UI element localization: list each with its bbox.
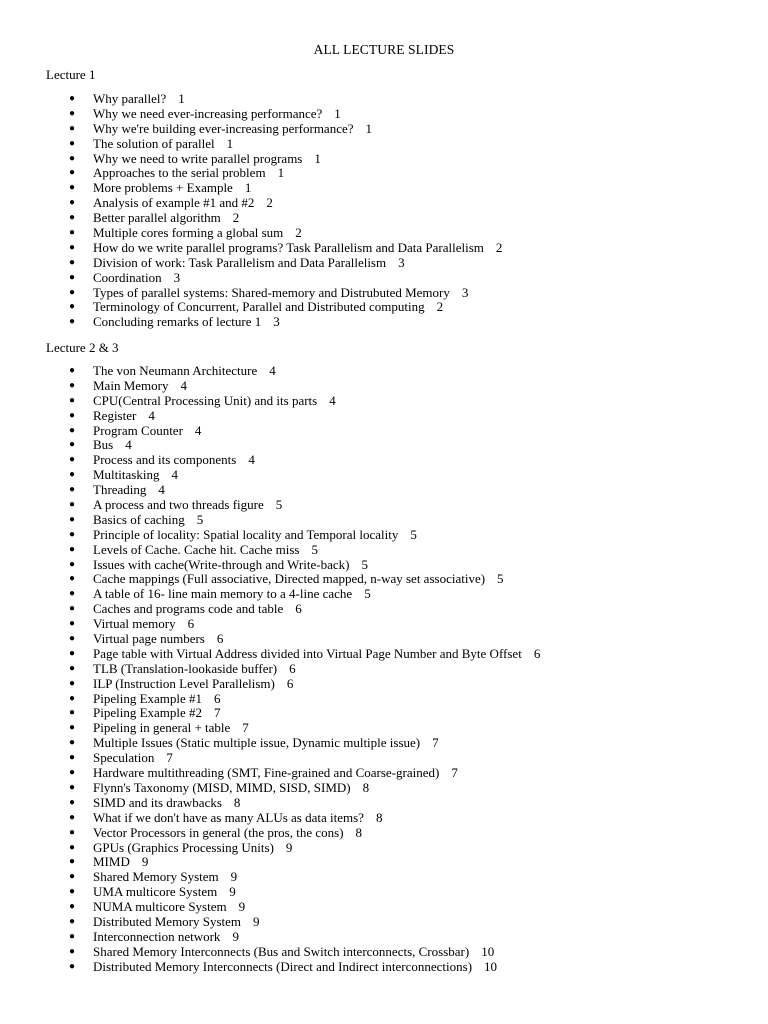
page-number: 3	[273, 314, 280, 330]
topic-title: Analysis of example #1 and #2	[93, 195, 255, 211]
topic-entry	[93, 766, 458, 781]
page-number: 1	[226, 135, 234, 151]
bullet-icon: ●	[69, 841, 76, 853]
bullet-icon: ●	[69, 424, 76, 436]
topic-entry	[93, 137, 233, 152]
bullet-icon: ●	[69, 439, 76, 451]
bullet-icon: ●	[69, 662, 76, 674]
bullet-icon: ●	[69, 573, 76, 585]
page-number: 10	[484, 958, 498, 974]
topic-title: Basics of caching	[93, 511, 185, 527]
bullet-icon: ●	[69, 513, 76, 525]
bullet-icon: ●	[69, 93, 76, 104]
topic-title: Issues with cache(Write-through and Write-back)	[93, 556, 350, 572]
page-number: 4	[329, 392, 336, 408]
topic-entry	[93, 241, 502, 256]
topic-entry	[93, 453, 255, 468]
bullet-icon: ●	[69, 677, 76, 689]
topic-entry	[93, 107, 341, 122]
topic-entry	[93, 438, 132, 453]
bullet-icon: ●	[69, 316, 76, 328]
topic-title: Hardware multithreading (SMT, Fine-grained and Coarse-grained)	[93, 765, 440, 781]
list-item	[0, 900, 768, 915]
list-item	[0, 152, 768, 167]
list-item	[0, 677, 768, 692]
page-number: 6	[216, 631, 224, 647]
topic-entry	[93, 300, 443, 315]
topic-entry	[93, 885, 236, 900]
topic-title: How do we write parallel programs? Task Parallelism and Data Parallelism	[93, 239, 484, 255]
topic-entry	[93, 826, 362, 841]
list-item	[0, 364, 768, 379]
page-number: 3	[398, 254, 405, 270]
page-number: 2	[436, 299, 444, 315]
page-number: 9	[253, 913, 260, 929]
topic-title: More problems + Example	[93, 180, 233, 196]
list-item	[0, 706, 768, 721]
topic-title: Vector Processors in general (the pros, the cons)	[93, 824, 344, 840]
list-item	[0, 166, 768, 181]
topic-title: Types of parallel systems: Shared-memory and Distrubuted Memory	[93, 284, 450, 300]
topic-title: The von Neumann Architecture	[93, 363, 258, 378]
topic-title: Page table with Virtual Address divided into Virtual Page Number and Byte Offset	[93, 645, 522, 661]
topic-title: Flynn's Taxonomy (MISD, MIMD, SISD, SIMD)	[93, 779, 351, 795]
topic-title: ILP (Instruction Level Parallelism)	[93, 675, 275, 691]
page-number: 4	[148, 407, 155, 423]
list-item	[0, 196, 768, 211]
list-item	[0, 453, 768, 468]
bullet-icon: ●	[69, 603, 76, 615]
topic-list-lecture-1	[0, 92, 768, 330]
topic-entry	[93, 196, 273, 211]
topic-title: GPUs (Graphics Processing Units)	[93, 839, 274, 855]
page-number: 9	[238, 899, 246, 915]
page-number: 8	[375, 809, 383, 825]
page-number: 4	[125, 437, 132, 453]
topic-entry	[93, 572, 504, 587]
topic-entry	[93, 602, 302, 617]
bullet-icon: ●	[69, 960, 76, 972]
page-number: 7	[242, 720, 249, 736]
list-item	[0, 315, 768, 330]
topic-entry	[93, 528, 417, 543]
page-number: 5	[410, 526, 417, 542]
topic-entry	[93, 781, 369, 796]
list-item	[0, 528, 768, 543]
bullet-icon: ●	[69, 752, 76, 764]
topic-entry	[93, 513, 203, 528]
topic-entry	[93, 181, 251, 196]
topic-entry	[93, 930, 239, 945]
topic-entry	[93, 211, 239, 226]
list-item	[0, 498, 768, 513]
list-item	[0, 572, 768, 587]
list-item	[0, 811, 768, 826]
topic-title: Caches and programs code and table	[93, 601, 284, 617]
bullet-icon: ●	[69, 365, 76, 376]
page-number: 7	[451, 765, 458, 781]
topic-entry	[93, 409, 155, 424]
topic-title: Virtual page numbers	[93, 631, 205, 647]
list-item	[0, 226, 768, 241]
list-item	[0, 692, 768, 707]
page-number: 1	[244, 180, 252, 196]
topic-entry	[93, 632, 223, 647]
topic-entry	[93, 394, 336, 409]
page-number: 4	[194, 422, 202, 438]
list-item	[0, 438, 768, 453]
topic-title: Main Memory	[93, 377, 169, 393]
list-item	[0, 885, 768, 900]
bullet-icon: ●	[69, 886, 76, 898]
list-item	[0, 915, 768, 930]
bullet-icon: ●	[69, 618, 76, 630]
page-number: 8	[233, 794, 241, 810]
topic-title: Pipeling Example #2	[93, 705, 203, 721]
topic-entry	[93, 543, 318, 558]
bullet-icon: ●	[69, 499, 76, 511]
bullet-icon: ●	[69, 107, 76, 119]
topic-title: Multitasking	[93, 467, 160, 483]
topic-title: CPU(Central Processing Unit) and its parts	[93, 392, 318, 408]
section-heading-lecture-1: Lecture 1	[46, 67, 96, 82]
page-number: 7	[214, 705, 221, 721]
list-item	[0, 483, 768, 498]
bullet-icon: ●	[69, 197, 76, 209]
list-item	[0, 647, 768, 662]
bullet-icon: ●	[69, 781, 76, 793]
list-item	[0, 300, 768, 315]
page-number: 2	[232, 210, 240, 226]
bullet-icon: ●	[69, 137, 76, 149]
topic-title: The solution of parallel	[93, 135, 215, 151]
section-heading-lecture-2-3: Lecture 2 & 3	[46, 340, 119, 355]
list-item	[0, 137, 768, 152]
page-number: 8	[355, 824, 363, 840]
topic-title: Threading	[93, 482, 147, 498]
page-number: 9	[229, 884, 236, 900]
topic-title: SIMD and its drawbacks	[93, 794, 222, 810]
topic-title: Shared Memory Interconnects (Bus and Switch interconnects, Crossbar)	[93, 943, 470, 959]
topic-title: Why we need ever-increasing performance?	[93, 105, 323, 121]
list-item	[0, 286, 768, 301]
topic-entry	[93, 152, 321, 167]
page-number: 4	[248, 452, 255, 468]
topic-entry	[93, 122, 372, 137]
page-number: 9	[230, 869, 238, 885]
bullet-icon: ●	[69, 796, 76, 808]
topic-entry	[93, 677, 293, 692]
topic-entry	[93, 960, 497, 975]
page-number: 2	[295, 225, 302, 241]
topic-entry	[93, 424, 201, 439]
page-number: 7	[432, 735, 439, 751]
topic-title: Concluding remarks of lecture 1	[93, 314, 262, 330]
bullet-icon: ●	[69, 212, 76, 224]
topic-entry	[93, 286, 468, 301]
topic-title: Multiple Issues (Static multiple issue, Dynamic multiple issue)	[93, 735, 421, 751]
list-item	[0, 424, 768, 439]
bullet-icon: ●	[69, 945, 76, 957]
bullet-icon: ●	[69, 286, 76, 298]
topic-title: Pipeling Example #1	[93, 690, 203, 706]
topic-entry	[93, 870, 237, 885]
topic-title: Interconnection network	[93, 928, 221, 944]
topic-entry	[93, 498, 282, 513]
bullet-icon: ●	[69, 241, 76, 253]
topic-entry	[93, 226, 302, 241]
topic-title: Program Counter	[93, 422, 183, 438]
bullet-icon: ●	[69, 528, 76, 540]
topic-title: NUMA multicore System	[93, 899, 227, 915]
page-title: ALL LECTURE SLIDES	[313, 42, 455, 57]
page-number: 1	[314, 150, 321, 166]
page-number: 6	[533, 645, 541, 661]
list-item	[0, 781, 768, 796]
topic-title: A table of 16- line main memory to a 4-line cache	[93, 586, 353, 602]
topic-title: Why parallel?	[93, 91, 167, 106]
list-item	[0, 394, 768, 409]
list-item	[0, 558, 768, 573]
topic-entry	[93, 271, 180, 286]
page-number: 2	[266, 195, 273, 211]
topic-entry	[93, 692, 221, 707]
bullet-icon: ●	[69, 454, 76, 466]
page-number: 4	[171, 467, 178, 483]
bullet-icon: ●	[69, 856, 76, 868]
page-number: 6	[187, 616, 195, 632]
page-number: 4	[269, 363, 276, 378]
page-number: 1	[277, 165, 285, 181]
bullet-icon: ●	[69, 901, 76, 913]
topic-entry	[93, 751, 173, 766]
bullet-icon: ●	[69, 722, 76, 734]
bullet-icon: ●	[69, 256, 76, 268]
topic-title: Terminology of Concurrent, Parallel and Distributed computing	[93, 299, 425, 315]
topic-title: Approaches to the serial problem	[93, 165, 266, 181]
topic-entry	[93, 483, 165, 498]
topic-list-lecture-2-3	[0, 364, 768, 975]
page-number: 7	[166, 750, 173, 766]
list-item	[0, 766, 768, 781]
bullet-icon: ●	[69, 707, 76, 719]
bullet-icon: ●	[69, 167, 76, 179]
topic-title: UMA multicore System	[93, 884, 218, 900]
topic-title: Speculation	[93, 750, 155, 766]
bullet-icon: ●	[69, 301, 76, 313]
page-number: 1	[334, 105, 341, 121]
topic-title: Distributed Memory Interconnects (Direct and Indirect interconnections)	[93, 958, 473, 974]
list-item	[0, 960, 768, 975]
page-number: 9	[285, 839, 293, 855]
page-number: 5	[497, 571, 504, 587]
page-number: 5	[364, 586, 371, 602]
list-item	[0, 796, 768, 811]
topic-entry	[93, 468, 178, 483]
topic-title: Cache mappings (Full associative, Directed mapped, n-way set associative)	[93, 571, 486, 587]
page-number: 2	[495, 239, 503, 255]
topic-entry	[93, 92, 185, 107]
list-item	[0, 870, 768, 885]
page-number: 5	[361, 556, 368, 572]
bullet-icon: ●	[69, 469, 76, 481]
page-number: 5	[196, 511, 204, 527]
bullet-icon: ●	[69, 737, 76, 749]
list-item	[0, 379, 768, 394]
topic-entry	[93, 379, 187, 394]
topic-title: A process and two threads figure	[93, 497, 264, 513]
list-item	[0, 543, 768, 558]
list-item	[0, 841, 768, 856]
bullet-icon: ●	[69, 915, 76, 927]
topic-entry	[93, 811, 382, 826]
list-item	[0, 241, 768, 256]
list-item	[0, 721, 768, 736]
list-item	[0, 513, 768, 528]
bullet-icon: ●	[69, 484, 76, 496]
topic-entry	[93, 841, 292, 856]
topic-entry	[93, 945, 494, 960]
topic-entry	[93, 617, 194, 632]
topic-entry	[93, 587, 371, 602]
topic-entry	[93, 647, 540, 662]
bullet-icon: ●	[69, 558, 76, 570]
topic-title: Better parallel algorithm	[93, 210, 221, 226]
topic-title: Division of work: Task Parallelism and Data Parallelism	[93, 254, 387, 270]
list-item	[0, 662, 768, 677]
list-item	[0, 632, 768, 647]
topic-entry	[93, 736, 439, 751]
list-item	[0, 751, 768, 766]
bullet-icon: ●	[69, 588, 76, 600]
topic-title: Why we need to write parallel programs	[93, 150, 303, 166]
list-item	[0, 602, 768, 617]
topic-entry	[93, 796, 240, 811]
bullet-icon: ●	[69, 633, 76, 645]
topic-title: Pipeling in general + table	[93, 720, 231, 736]
list-item	[0, 736, 768, 751]
page-number: 9	[141, 854, 149, 870]
topic-title: Why we're building ever-increasing performance?	[93, 120, 354, 136]
list-item	[0, 826, 768, 841]
list-item	[0, 855, 768, 870]
page-number: 5	[311, 541, 318, 557]
topic-title: Distributed Memory System	[93, 913, 242, 929]
page-number: 6	[289, 660, 296, 676]
bullet-icon: ●	[69, 647, 76, 659]
topic-entry	[93, 256, 405, 271]
bullet-icon: ●	[69, 409, 76, 421]
page-number: 4	[180, 377, 187, 393]
list-item	[0, 107, 768, 122]
list-item	[0, 181, 768, 196]
topic-title: Multiple cores forming a global sum	[93, 225, 284, 241]
page-number: 4	[158, 482, 165, 498]
page-number: 10	[481, 943, 495, 959]
bullet-icon: ●	[69, 871, 76, 883]
bullet-icon: ●	[69, 394, 76, 406]
topic-title: Coordination	[93, 269, 162, 285]
bullet-icon: ●	[69, 152, 76, 164]
page-number: 9	[232, 928, 239, 944]
bullet-icon: ●	[69, 271, 76, 283]
topic-title: Process and its components	[93, 452, 237, 468]
topic-entry	[93, 315, 280, 330]
page-number: 5	[275, 497, 283, 513]
bullet-icon: ●	[69, 811, 76, 823]
bullet-icon: ●	[69, 379, 76, 391]
topic-title: What if we don't have as many ALUs as data items?	[93, 809, 364, 825]
page-number: 1	[178, 91, 185, 106]
topic-title: MIMD	[93, 854, 130, 870]
page-number: 3	[173, 269, 181, 285]
page-number: 6	[286, 675, 294, 691]
list-item	[0, 930, 768, 945]
bullet-icon: ●	[69, 543, 76, 555]
list-item	[0, 211, 768, 226]
page-number: 6	[214, 690, 221, 706]
list-item	[0, 92, 768, 107]
page-number: 8	[362, 779, 370, 795]
topic-entry	[93, 662, 296, 677]
bullet-icon: ●	[69, 122, 76, 134]
topic-title: Levels of Cache. Cache hit. Cache miss	[93, 541, 300, 557]
list-item	[0, 256, 768, 271]
topic-title: Bus	[93, 437, 114, 453]
list-item	[0, 617, 768, 632]
list-item	[0, 122, 768, 137]
topic-title: Register	[93, 407, 137, 423]
topic-entry	[93, 558, 368, 573]
bullet-icon: ●	[69, 227, 76, 239]
bullet-icon: ●	[69, 826, 76, 838]
list-item	[0, 468, 768, 483]
topic-entry	[93, 706, 221, 721]
bullet-icon: ●	[69, 767, 76, 779]
topic-entry	[93, 915, 260, 930]
list-item	[0, 271, 768, 286]
topic-entry	[93, 166, 284, 181]
page-number: 3	[461, 284, 469, 300]
bullet-icon: ●	[69, 930, 76, 942]
topic-title: Principle of locality: Spatial locality and Temporal locality	[93, 526, 399, 542]
bullet-icon: ●	[69, 182, 76, 194]
list-item	[0, 587, 768, 602]
topic-title: Shared Memory System	[93, 869, 219, 885]
list-item	[0, 409, 768, 424]
bullet-icon: ●	[69, 692, 76, 704]
topic-entry	[93, 721, 249, 736]
topic-title: TLB (Translation-lookaside buffer)	[93, 660, 278, 676]
page-number: 1	[365, 120, 373, 136]
topic-title: Virtual memory	[93, 616, 176, 632]
page-number: 6	[295, 601, 302, 617]
topic-entry	[93, 855, 148, 870]
topic-entry	[93, 900, 245, 915]
list-item	[0, 945, 768, 960]
topic-entry	[93, 364, 276, 379]
